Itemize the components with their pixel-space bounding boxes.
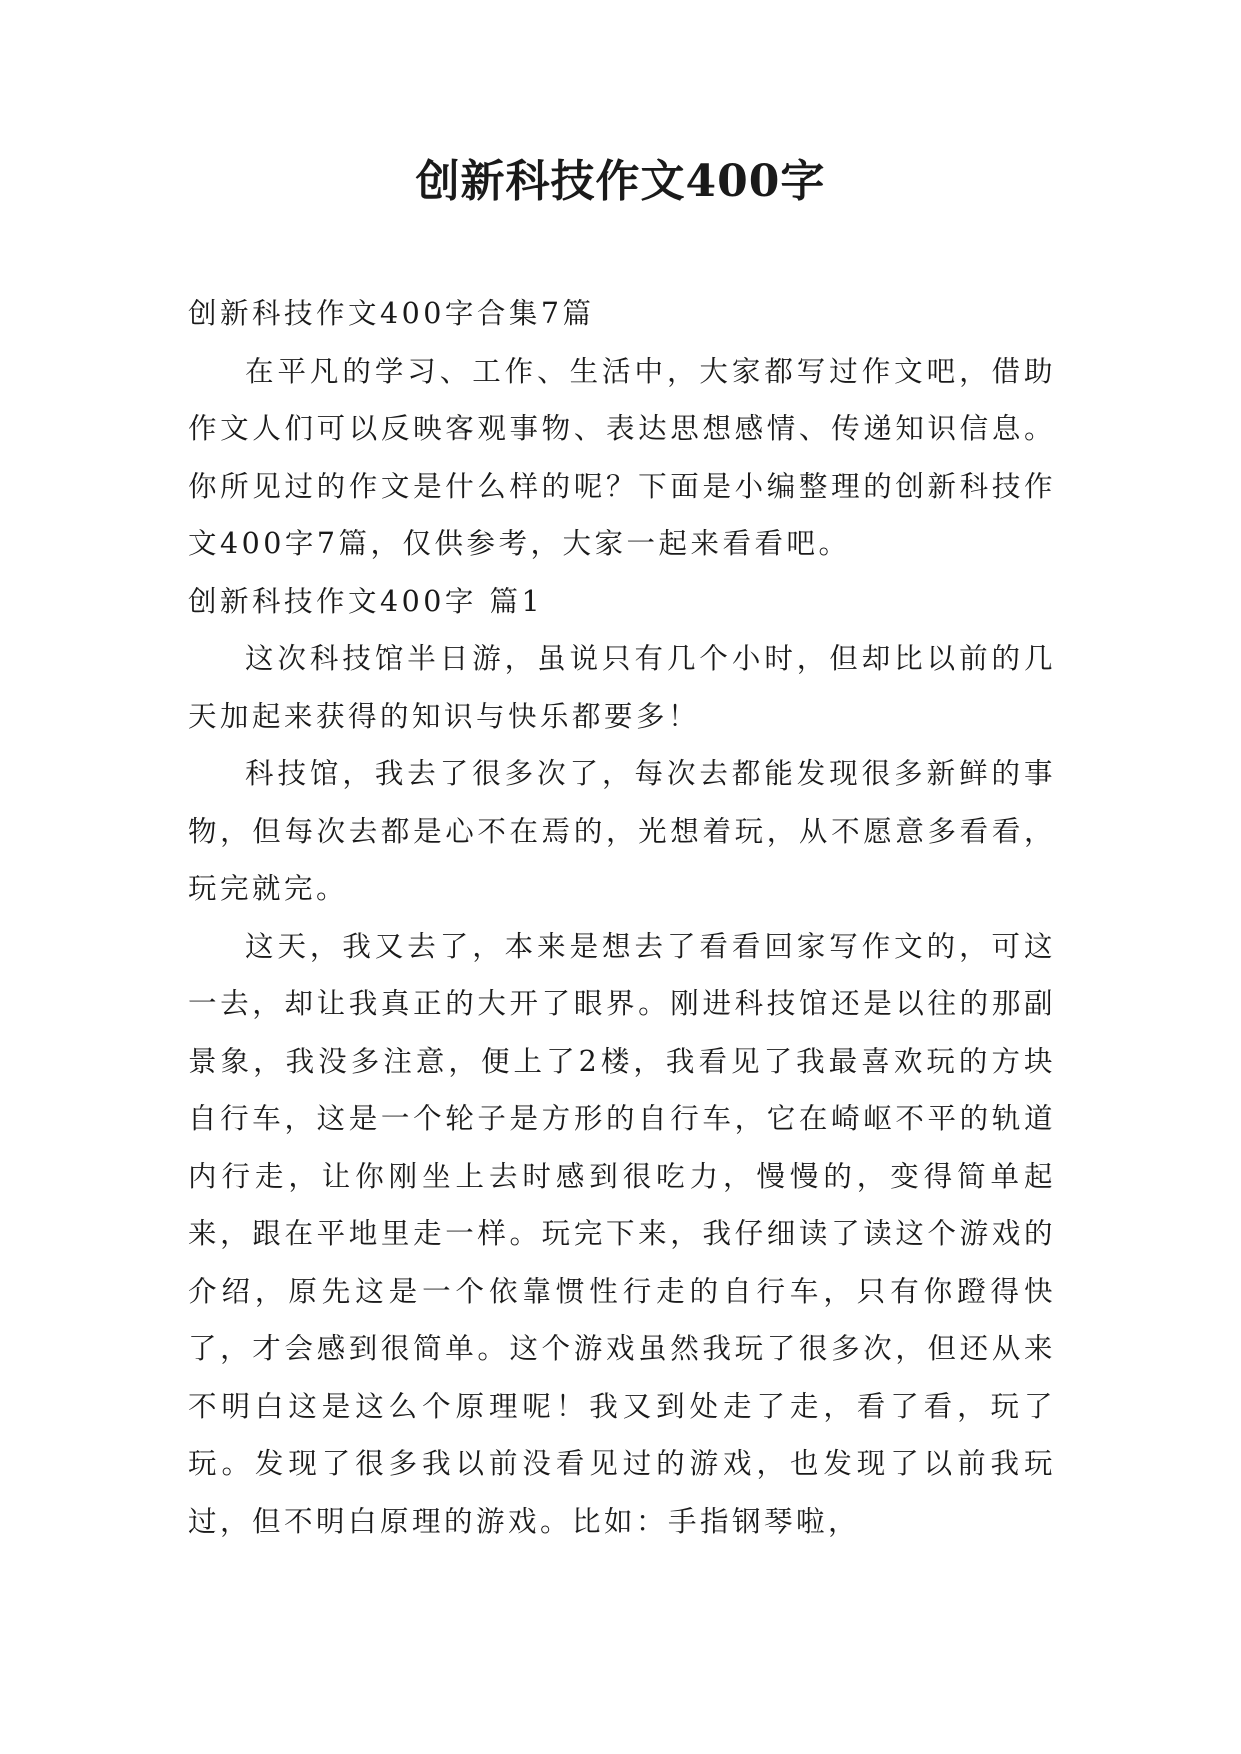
collection-subtitle: 创新科技作文400字合集7篇 [188,297,595,330]
document-body [188,285,1056,1550]
section-heading: 创新科技作文400字 篇1 [188,584,544,618]
intro-paragraph: 在平凡的学习、工作、生活中，大家都写过作文吧，借助作文人们可以反映客观事物、表达思想感情、传递知识信息。你所见过的作文是什么样的呢？下面是小编整理的创新科技作文400字7篇，仅供参考，大家一起来看看吧。 [188,354,1056,560]
body-paragraph: 这天，我又去了，本来是想去了看看回家写作文的，可这一去，却让我真正的大开了眼界。刚进科技馆还是以往的那副景象，我没多注意，便上了2楼，我看见了我最喜欢玩的方块自行车，这是一个轮子是方形的自行车，它在崎岖不平的轨道内行走，让你刚坐上去时感到很吃力，慢慢的，变得简单起来，跟在平地里走一样。玩完下来，我仔细读了读这个游戏的介绍，原先这是一个依靠惯性行走的自行车，只有你蹬得快了，才会感到很简单。这个游戏虽然我玩了很多次，但还从来不明白这是这么个原理呢！我又到处走了走，看了看，玩了玩。发现了很多我以前没看见过的游戏，也发现了以前我玩过，但不明白原理的游戏。比如：手指钢琴啦， [188,929,1056,1538]
body-paragraph: 这次科技馆半日游，虽说只有几个小时，但却比以前的几天加起来获得的知识与快乐都要多！ [188,642,1056,733]
document-title: 创新科技作文400字 [415,156,826,207]
body-paragraph: 科技馆，我去了很多次了，每次去都能发现很多新鲜的事物，但每次去都是心不在焉的，光想着玩，从不愿意多看看，玩完就完。 [188,757,1056,905]
